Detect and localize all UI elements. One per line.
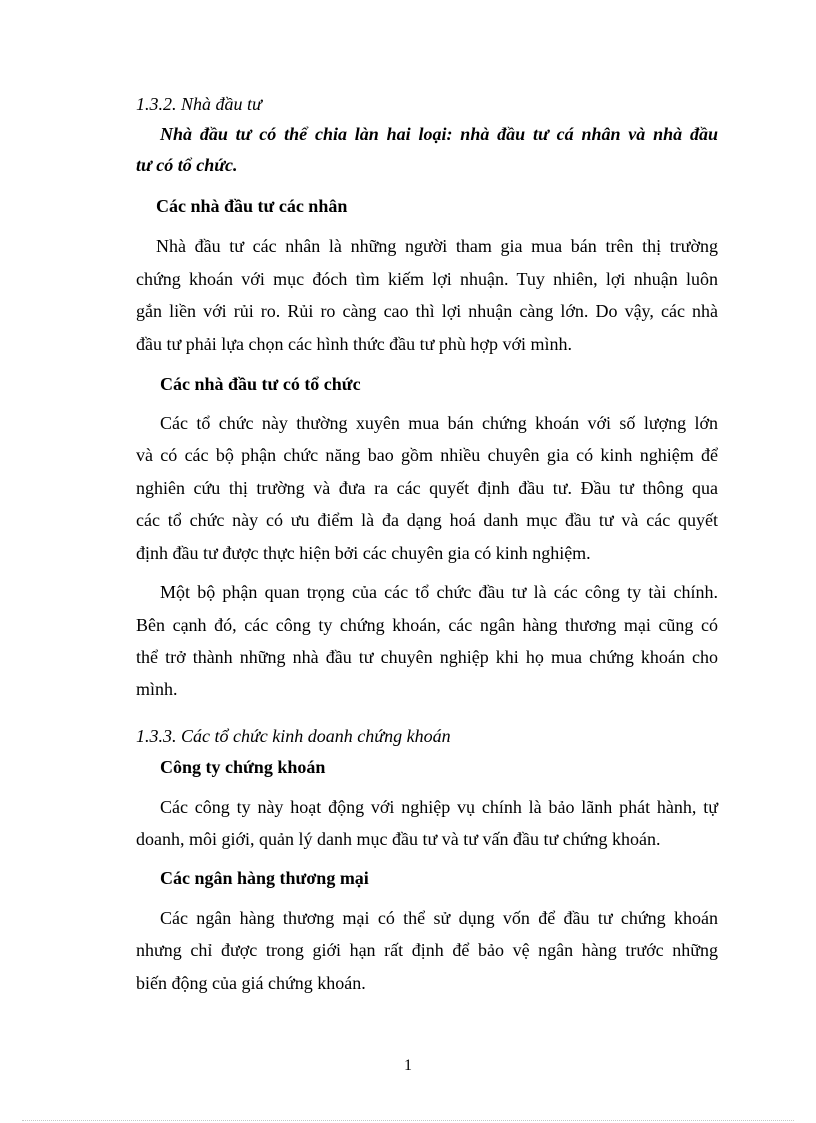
subheading-securities-companies: Công ty chứng khoán xyxy=(160,757,326,777)
paragraph-line: Một bộ phận quan trọng của các tổ chức đầu tư là các công ty tài chính. xyxy=(160,582,718,602)
page-number: 1 xyxy=(404,1057,412,1074)
paragraph-line: Nhà đầu tư các nhân là những người tham gia mua bán trên thị trường xyxy=(156,236,718,256)
paragraph-line: Bên cạnh đó, các công ty chứng khoán, các ngân hàng thương mại cũng có xyxy=(136,615,718,635)
paragraph-line: mình. xyxy=(136,679,178,699)
subheading-institutional-investors: Các nhà đầu tư có tổ chức xyxy=(160,374,361,394)
intro-line: Nhà đầu tư có thể chia làn hai loại: nhà đầu tư cá nhân và nhà đầu xyxy=(160,124,718,144)
section-heading-1-3-2: 1.3.2. Nhà đầu tư xyxy=(136,94,262,114)
intro-line: tư có tổ chức. xyxy=(136,155,238,175)
paragraph-line: gắn liền với rủi ro. Rủi ro càng cao thì lợi nhuận càng lớn. Do vậy, các nhà xyxy=(136,301,718,321)
paragraph-line: chứng khoán với mục đóch tìm kiếm lợi nhuận. Tuy nhiên, lợi nhuận luôn xyxy=(136,269,718,289)
section-heading-1-3-3: 1.3.3. Các tổ chức kinh doanh chứng khoán xyxy=(136,726,451,746)
paragraph-line: Các ngân hàng thương mại có thể sử dụng vốn để đầu tư chứng khoán xyxy=(160,908,718,928)
paragraph-line: định đầu tư được thực hiện bởi các chuyên gia có kinh nghiệm. xyxy=(136,543,591,563)
paragraph-line: và có các bộ phận chức năng bao gồm nhiều chuyên gia có kinh nghiệm để xyxy=(136,445,718,465)
paragraph-line: thể trở thành những nhà đầu tư chuyên nghiệp khi họ mua chứng khoán cho xyxy=(136,647,718,667)
paragraph-line: biến động của giá chứng khoán. xyxy=(136,973,366,993)
paragraph-line: các tổ chức này có ưu điểm là đa dạng hoá danh mục đầu tư và các quyết xyxy=(136,510,718,530)
paragraph-line: Các công ty này hoạt động với nghiệp vụ chính là bảo lãnh phát hành, tự xyxy=(160,797,718,817)
page-bottom-divider xyxy=(22,1120,794,1121)
paragraph-line: đầu tư phải lựa chọn các hình thức đầu tư phù hợp với mình. xyxy=(136,334,572,354)
paragraph-line: Các tổ chức này thường xuyên mua bán chứng khoán với số lượng lớn xyxy=(160,413,718,433)
paragraph-line: doanh, môi giới, quản lý danh mục đầu tư và tư vấn đầu tư chứng khoán. xyxy=(136,829,661,849)
subheading-commercial-banks: Các ngân hàng thương mại xyxy=(160,868,369,888)
paragraph-line: nghiên cứu thị trường và đưa ra các quyết định đầu tư. Đầu tư thông qua xyxy=(136,478,718,498)
paragraph-line: nhưng chỉ được trong giới hạn rất định để bảo vệ ngân hàng trước những xyxy=(136,940,718,960)
subheading-individual-investors: Các nhà đầu tư các nhân xyxy=(156,196,348,216)
